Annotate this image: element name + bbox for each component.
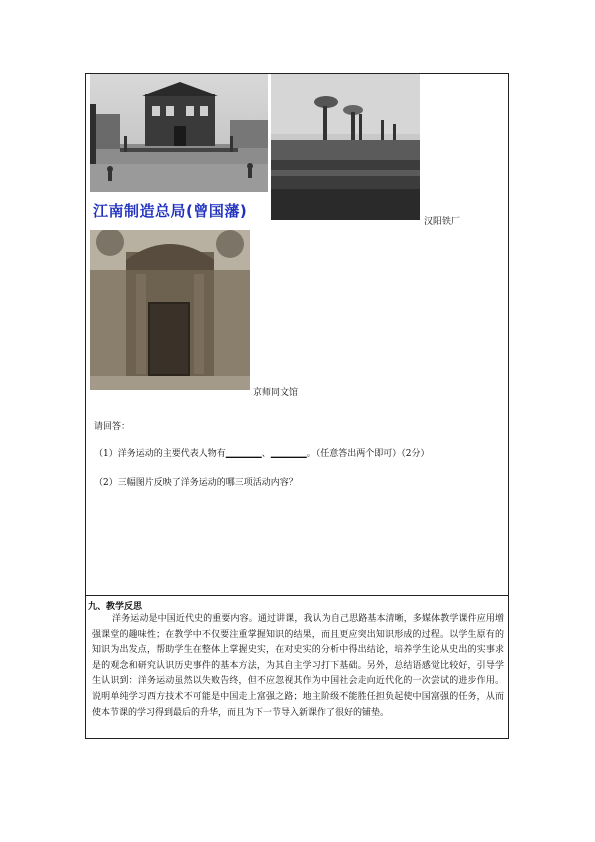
question-2: （2）三幅图片反映了洋务运动的哪三项活动内容？ <box>94 478 298 488</box>
question-1 <box>94 446 430 459</box>
reflection-title: 九、教学反思 <box>88 602 143 612</box>
answer-blank-1[interactable]: ＿＿＿＿ <box>225 449 262 459</box>
hanyang-caption: 汉阳铁厂 <box>424 217 461 227</box>
tongwen-guan-photo <box>90 230 250 390</box>
question-1-separator: 、 <box>261 449 271 459</box>
question-1-note: （任意答出两个即可）（2分） <box>315 449 430 459</box>
reflection-body: 洋务运动是中国近代史的重要内容。通过讲课，我认为自己思路基本清晰，多媒体教学课件应用增强课堂的趣味性；在教学中不仅要注重掌握知识的结果，而且更应突出知识形成的过程。以学生原有的知识为出发点，帮助学生在整体上掌握史实，在对史实的分析中得出结论，培养学生论从史出的实事求是的观念和研究认识历史事件的基本方法，为其自主学习打下基础。另外，总结语感觉比较好，引导学生认识到：洋务运动虽然以失败告终，但不应忽视其作为中国社会走向近代化的一次尝试的进步作用。说明单纯学习西方技术不可能是中国走上富强之路；地主阶级不能胜任担负起使中国富强的任务，从而使本节课的学习得到最后的升华，而且为下一节导入新课作了很好的铺垫。 <box>92 614 504 718</box>
hanyang-ironworks-photo <box>271 74 420 220</box>
answer-blank-2[interactable]: ＿＿＿＿ <box>270 449 307 459</box>
question-1-text: （1）洋务运动的主要代表人物有 <box>94 449 226 459</box>
section-divider <box>85 595 509 596</box>
tongwen-caption: 京师同文馆 <box>253 388 299 398</box>
jiangnan-arsenal-photo <box>90 74 268 192</box>
jiangnan-banner-caption: 江南制造总局(曾国藩) <box>93 202 248 220</box>
question-1-end: 。 <box>306 449 316 459</box>
question-prompt: 请回答： <box>94 422 131 432</box>
